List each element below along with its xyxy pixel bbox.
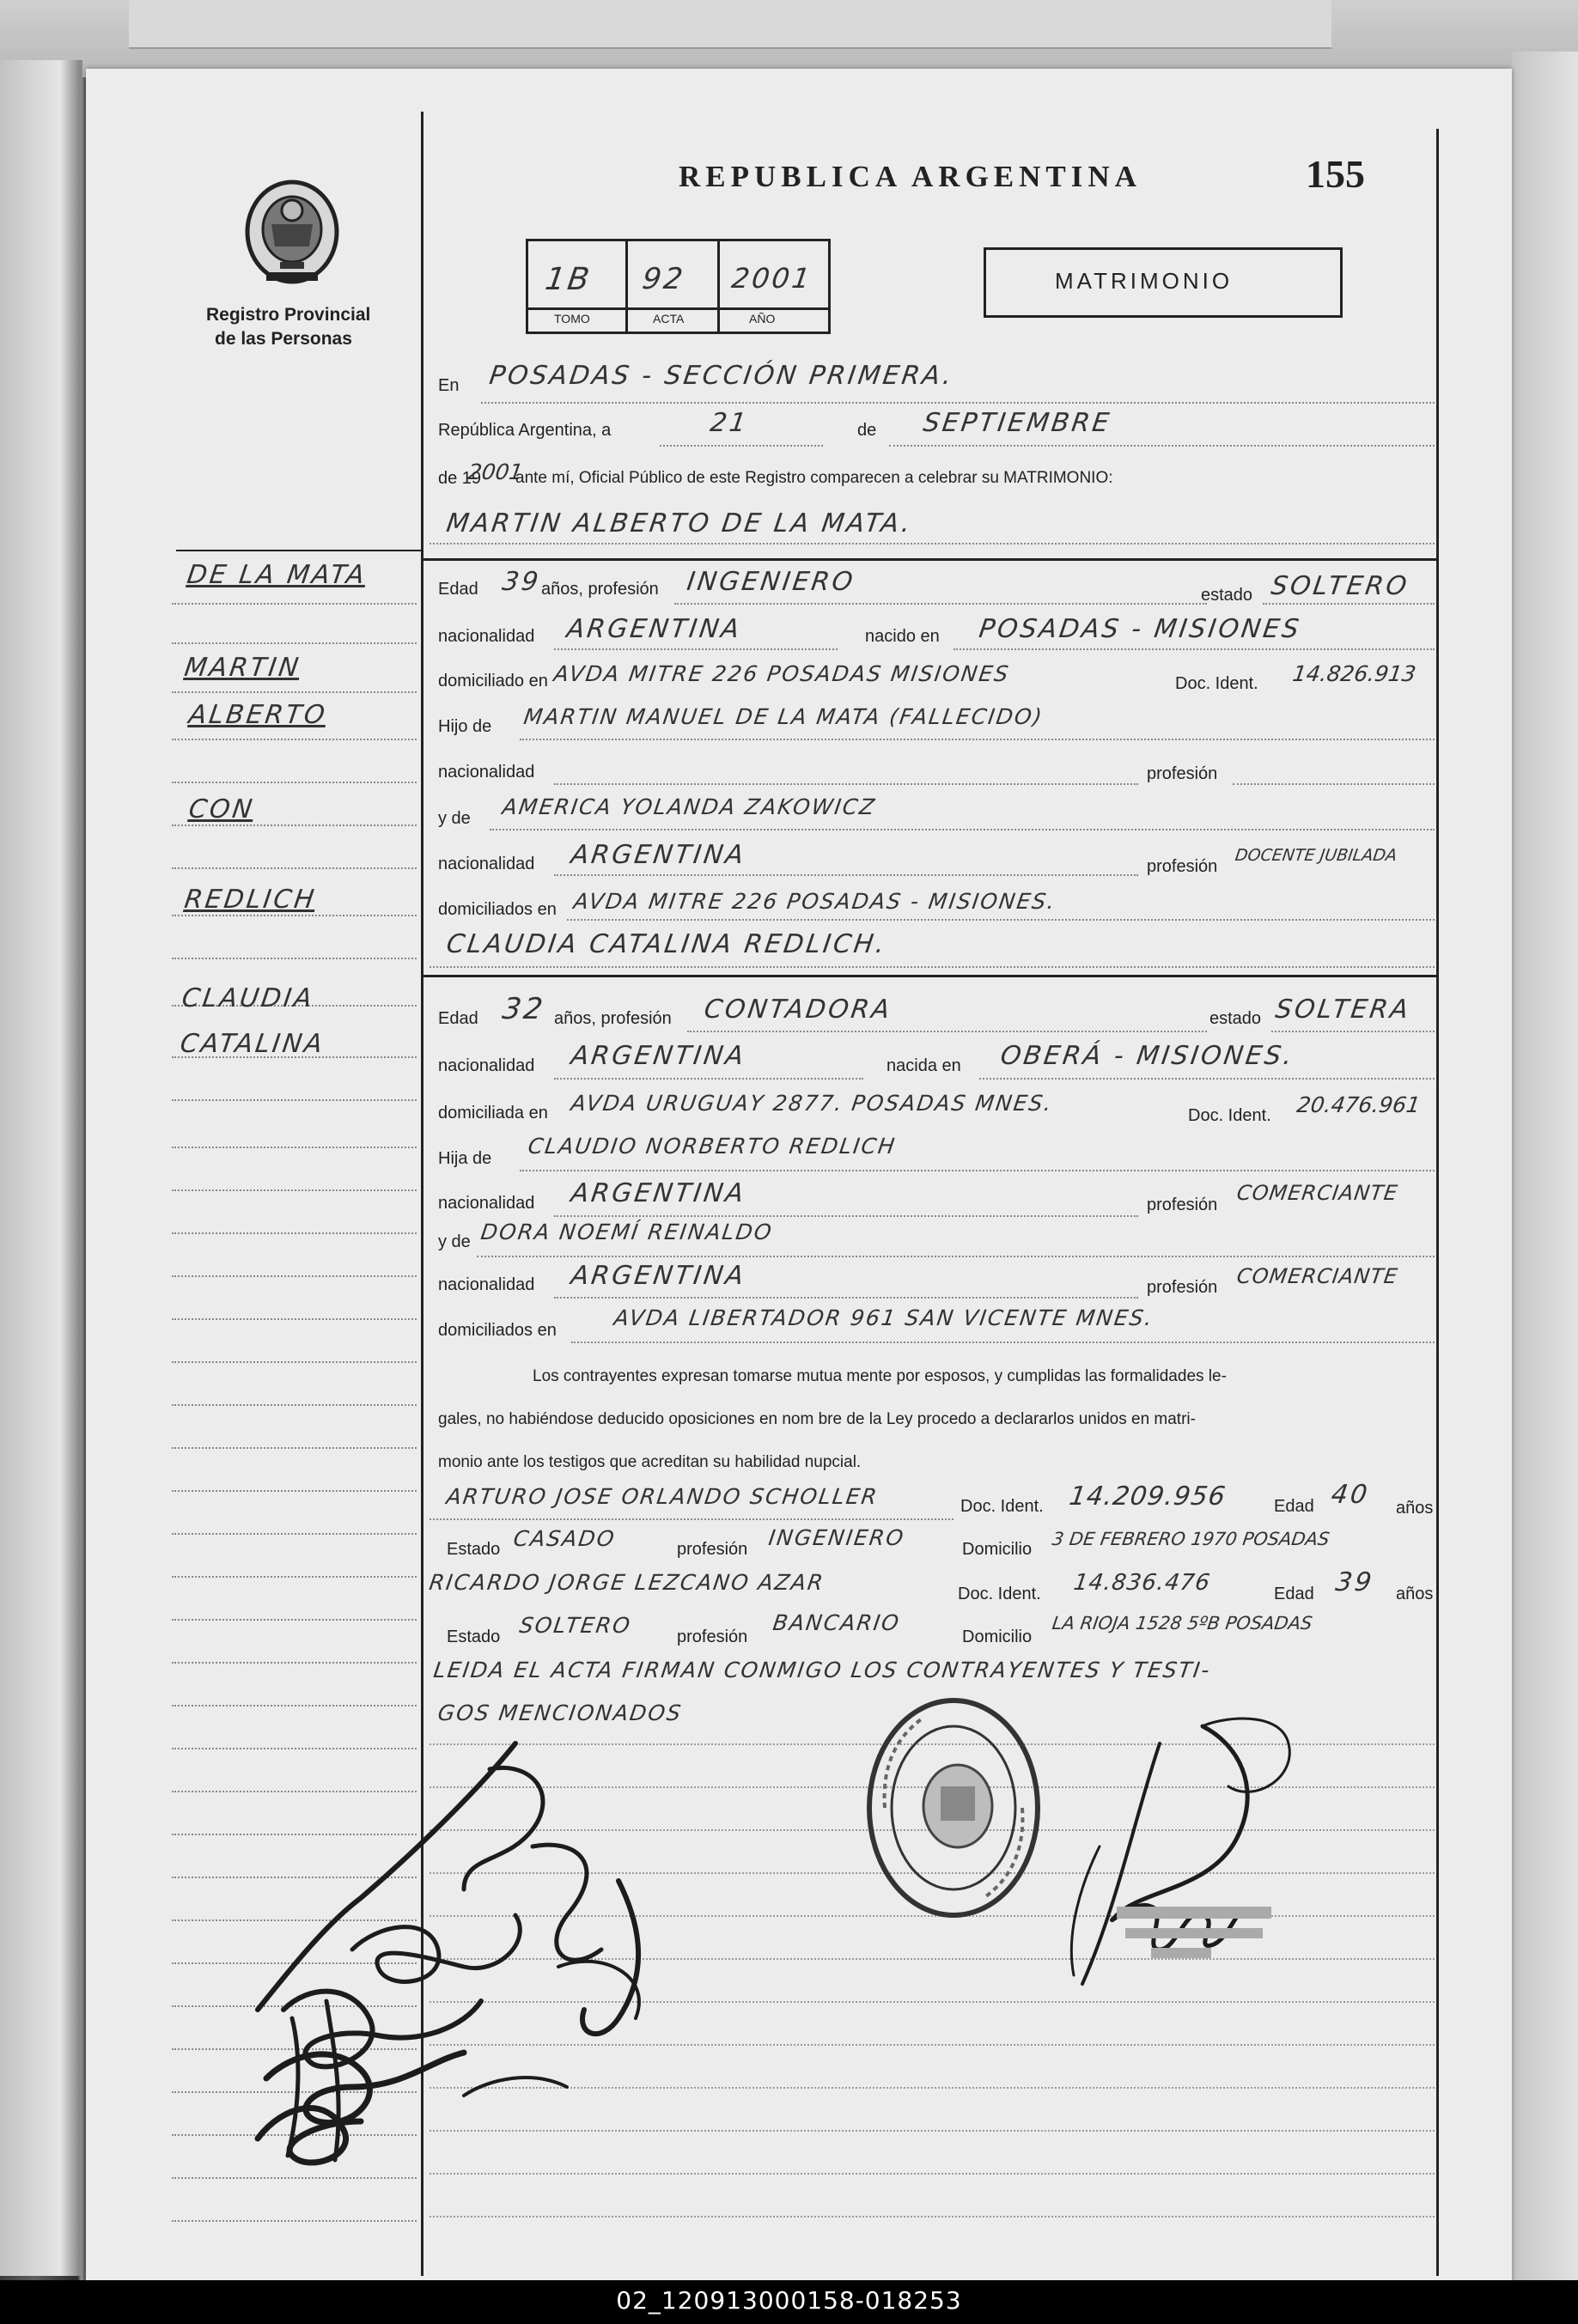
witness2-domicilio-label: Domicilio (962, 1627, 1033, 1646)
bride-hija-label: Hija de (438, 1149, 492, 1168)
groom-parents-address: AVDA MITRE 226 POSADAS - MISIONES. (571, 889, 1058, 914)
bride-parents-dom-label: domiciliados en (438, 1321, 557, 1340)
bride-born-in: OBERÁ - MISIONES. (998, 1041, 1297, 1071)
witness1-estado-label: Estado (447, 1540, 501, 1559)
groom-nacionalidad-label: nacionalidad (438, 627, 535, 646)
year-hand: 2001 (466, 459, 525, 484)
bride-nationality: ARGENTINA (569, 1041, 748, 1071)
book-top-edge (129, 0, 1331, 49)
groom-parents-dom-label: domiciliados en (438, 900, 557, 919)
day-value: 21 (708, 408, 751, 438)
witness2-profession: BANCARIO (771, 1610, 902, 1635)
groom-doc-label: Doc. Ident. (1175, 674, 1258, 693)
margin-bride-surname: REDLICH (182, 885, 319, 915)
register-page (86, 69, 1512, 2284)
bride-father-nat: ARGENTINA (569, 1178, 748, 1208)
groom-mother-prof: DOCENTE JUBILADA (1234, 846, 1398, 865)
place-value: POSADAS - SECCIÓN PRIMERA. (487, 361, 956, 391)
bride-mother-prof-label: profesión (1147, 1278, 1218, 1297)
month-value: SEPTIEMBRE (921, 408, 1113, 438)
witness1-name: ARTURO JOSE ORLANDO SCHOLLER (444, 1484, 880, 1509)
bride-doc: 20.476.961 (1295, 1092, 1423, 1117)
closing-line-2: GOS MENCIONADOS (436, 1700, 685, 1725)
witness1-domicile: 3 DE FEBRERO 1970 POSADAS (1051, 1529, 1331, 1549)
left-page-edge (0, 60, 82, 2276)
groom-nacido-label: nacido en (865, 627, 940, 646)
groom-full-name: MARTIN ALBERTO DE LA MATA. (444, 508, 915, 538)
witness2-estado: SOLTERO (517, 1613, 633, 1638)
margin-bride-name-2: CATALINA (178, 1029, 327, 1059)
bride-age: 32 (500, 992, 548, 1026)
anio-label: AÑO (749, 312, 776, 325)
record-type: MATRIMONIO (1055, 268, 1234, 294)
witness1-age: 40 (1329, 1480, 1372, 1510)
witness1-edad-label: Edad (1274, 1497, 1314, 1516)
bride-anos-profesion-label: años, profesión (554, 1009, 672, 1028)
bride-father-prof: COMERCIANTE (1235, 1181, 1400, 1205)
groom-father-prof-label: profesión (1147, 764, 1218, 783)
witness2-doc: 14.836.476 (1071, 1570, 1212, 1596)
section-divider-groom (423, 558, 1437, 561)
margin-divider-h (176, 550, 421, 551)
witness2-anos-label: años (1396, 1585, 1434, 1603)
image-id-label: 02_120913000158-018253 (616, 2286, 962, 2315)
groom-age: 39 (500, 567, 543, 597)
witness1-domicilio-label: Domicilio (962, 1540, 1033, 1559)
bride-parents-address: AVDA LIBERTADOR 961 SAN VICENTE MNES. (612, 1305, 1155, 1330)
groom-estado: SOLTERO (1269, 571, 1411, 601)
witness2-domicile: LA RIOJA 1528 5ºB POSADAS (1051, 1613, 1314, 1633)
republica-label: República Argentina, a (438, 421, 612, 440)
anio-value: 2001 (729, 262, 815, 295)
closing-line-1: LEIDA EL ACTA FIRMAN CONMIGO LOS CONTRAYENTES Y TESTI- (431, 1658, 1213, 1682)
groom-domiciliado-label: domiciliado en (438, 672, 548, 691)
witness2-doc-label: Doc. Ident. (958, 1585, 1041, 1603)
bride-estado: SOLTERA (1273, 995, 1413, 1025)
groom-address: AVDA MITRE 226 POSADAS MISIONES (551, 661, 1012, 686)
witness2-name: RICARDO JORGE LEZCANO AZAR (427, 1570, 826, 1595)
page-number: 155 (1306, 152, 1365, 196)
en-label: En (438, 376, 460, 395)
groom-yde-label: y de (438, 809, 471, 828)
witness1-doc: 14.209.956 (1067, 1481, 1228, 1512)
groom-mother-prof-label: profesión (1147, 857, 1218, 876)
bride-father: CLAUDIO NORBERTO REDLICH (526, 1134, 899, 1159)
bride-doc-label: Doc. Ident. (1188, 1106, 1271, 1125)
bride-mother-prof: COMERCIANTE (1235, 1264, 1400, 1288)
groom-doc: 14.826.913 (1290, 661, 1418, 686)
signatures-icon (206, 1692, 1426, 2259)
witness1-profesion-label: profesión (677, 1540, 748, 1559)
witness1-profession: INGENIERO (766, 1525, 907, 1550)
bride-mother-nat: ARGENTINA (569, 1261, 748, 1291)
groom-mother-nat-label: nacionalidad (438, 855, 535, 873)
tomo-value: 1B (543, 262, 594, 297)
witness1-anos-label: años (1396, 1499, 1434, 1518)
groom-father: MARTIN MANUEL DE LA MATA (FALLECIDO) (521, 704, 1045, 729)
bride-father-prof-label: profesión (1147, 1195, 1218, 1214)
groom-edad-label: Edad (438, 580, 478, 599)
bride-mother: DORA NOEMÍ REINALDO (478, 1220, 775, 1244)
bride-mother-nat-label: nacionalidad (438, 1275, 535, 1294)
bride-full-name: CLAUDIA CATALINA REDLICH. (444, 929, 889, 959)
bride-profession: CONTADORA (702, 995, 894, 1025)
witness2-age: 39 (1333, 1567, 1376, 1597)
bride-yde-label: y de (438, 1232, 471, 1251)
witness1-doc-label: Doc. Ident. (960, 1497, 1044, 1516)
bride-nacida-label: nacida en (886, 1056, 961, 1075)
margin-name-1: MARTIN (182, 653, 303, 683)
acta-value: 92 (640, 262, 688, 296)
provincial-coat-of-arms-icon (241, 176, 344, 288)
groom-anos-profesion-label: años, profesión (541, 580, 659, 599)
bride-father-nat-label: nacionalidad (438, 1194, 535, 1213)
margin-bride-name-1: CLAUDIA (180, 983, 317, 1013)
acta-label: ACTA (653, 312, 685, 325)
groom-born-in: POSADAS - MISIONES (977, 614, 1303, 644)
groom-hijo-label: Hijo de (438, 717, 492, 736)
groom-profession: INGENIERO (685, 567, 857, 597)
appearance-statement: ante mí, Oficial Público de este Registro comparecen a celebrar su MATRIMONIO: (515, 469, 1113, 487)
registry-name-line2: de las Personas (215, 329, 352, 349)
bride-estado-label: estado (1209, 1009, 1262, 1028)
bride-address: AVDA URUGUAY 2877. POSADAS MNES. (569, 1091, 1055, 1116)
witness1-estado: CASADO (511, 1526, 618, 1551)
bride-nacionalidad-label: nacionalidad (438, 1056, 535, 1075)
tomo-label: TOMO (554, 312, 590, 325)
groom-mother-nat: ARGENTINA (569, 840, 748, 870)
registry-name-line1: Registro Provincial (206, 305, 371, 325)
right-border (1436, 129, 1439, 2276)
de-label: de (857, 421, 877, 440)
witness2-edad-label: Edad (1274, 1585, 1314, 1603)
section-divider-bride (423, 975, 1437, 977)
margin-surname: DE LA MATA (185, 560, 369, 590)
groom-nationality: ARGENTINA (564, 614, 744, 644)
declaration-line-1: Los contrayentes expresan tomarse mutua mente por esposos, y cumplidas las formalidades le- (533, 1367, 1227, 1385)
margin-name-2: ALBERTO (186, 700, 330, 730)
declaration-line-2: gales, no habiéndose deducido oposiciones en nom bre de la Ley procedo a declararlos unidos en matri- (438, 1410, 1196, 1428)
right-background (1512, 52, 1578, 2284)
de19-label: de 19 (438, 469, 482, 488)
witness2-profesion-label: profesión (677, 1627, 748, 1646)
groom-mother: AMERICA YOLANDA ZAKOWICZ (500, 794, 878, 819)
groom-estado-label: estado (1201, 586, 1253, 605)
bride-domiciliada-label: domiciliada en (438, 1104, 548, 1122)
declaration-line-3: monio ante los testigos que acreditan su habilidad nupcial. (438, 1453, 862, 1471)
witness2-estado-label: Estado (447, 1627, 501, 1646)
margin-con: CON (186, 794, 257, 824)
bride-edad-label: Edad (438, 1009, 478, 1028)
groom-father-nat-label: nacionalidad (438, 763, 535, 782)
country-title: REPUBLICA ARGENTINA (679, 160, 1142, 193)
